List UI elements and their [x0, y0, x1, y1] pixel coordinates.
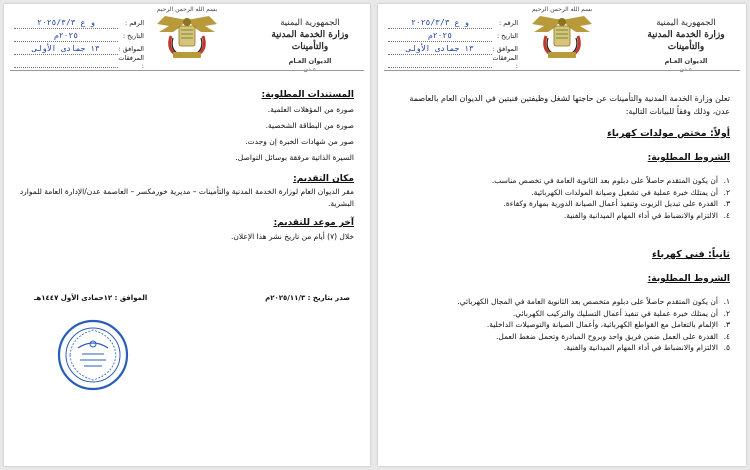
job1-conditions-list [392, 175, 730, 221]
list-item: ٤. القدرة على العمل ضمن فريق واحد وبروح المبادرة وتحمل ضغط العمل. [496, 331, 730, 341]
announcement-intro: تعلن وزارة الخدمة المدنية والتأمينات عن حاجتها لشغل وظيفتين فنيتين في الديوان العام بالعاصمة عدن، وذلك وفقاً للبيانات التالية: [409, 94, 730, 116]
ministry-name: وزارة الخدمة المدنية والتأمينات [271, 30, 349, 52]
emblem-motto: بسم الله الرحمن الرحيم [156, 6, 218, 13]
issued-date: صدر بتاريخ : ٢٠٢٥/١١/٣م [265, 294, 350, 302]
list-item: ٣. القدرة على تبديل الزيوت وتنفيذ أعمال الصيانة الدورية بمهارة وكفاءة. [503, 199, 730, 208]
list-item: ٣. الإلمام بالتعامل مع القواطع الكهربائية، وأعمال الصيانة والتوصيلات الداخلية. [486, 320, 730, 329]
ref-label: الرقم : [124, 18, 144, 27]
corresponding-value: ١٣ جمادى الأولى [388, 43, 492, 55]
documents-heading: المستندات المطلوبة: [261, 90, 354, 100]
date-value: ٢٠٢٥م [14, 30, 118, 42]
ministry-office: الديوان العـام [288, 57, 332, 65]
official-stamp-icon [56, 318, 130, 392]
ref-value: و ع ٢٠٢٥/٣/٣ [14, 17, 118, 29]
left-document-page [4, 4, 370, 466]
header-divider [384, 70, 740, 71]
letterhead [4, 4, 370, 73]
documents-list [18, 102, 354, 166]
attachments-value [14, 56, 118, 68]
emblem-motto: بسم الله الرحمن الرحيم [531, 6, 593, 13]
ministry-block [634, 18, 738, 74]
ref-value: و ع ٢٠٢٥/٣/٣ [388, 17, 492, 29]
corresponding-label: الموافق : [492, 44, 518, 53]
job1-title: أولاً: مختص مولدات كهرباء [607, 128, 730, 139]
date-value: ٢٠٢٥م [388, 30, 492, 42]
corresponding-date: الموافق : ١٢جمادى الأول ١٤٤٧هـ [34, 294, 148, 302]
letterhead [378, 4, 746, 73]
left-body [18, 88, 354, 244]
ministry-city: عـدن [303, 66, 317, 73]
list-item: صور من شهادات الخبرة إن وجدت. [245, 137, 354, 146]
job2-conditions-list [392, 296, 730, 354]
right-body [392, 92, 730, 354]
job2-conditions-heading: الشروط المطلوبة: [647, 274, 730, 284]
ministry-city: عـدن [679, 66, 693, 73]
application-place-text: مقر الديوان العام لوزارة الخدمة المدنية والتأمينات – مديرية خورمكسر – العاصمة عدن/الإدارة العامة للموارد البشرية. [19, 187, 354, 208]
ministry-country: الجمهورية اليمنية [656, 18, 716, 28]
right-document-page [378, 4, 746, 466]
ministry-name: وزارة الخدمة المدنية والتأمينات [647, 30, 725, 52]
list-item: ٤. الالتزام والانضباط في أداء المهام الميدانية والفنية. [563, 210, 730, 220]
ministry-office: الديوان العـام [664, 57, 708, 65]
attachments-label: المرفقات : [492, 53, 518, 70]
list-item: ٥. الالتزام والانضباط في أداء المهام الميدانية والفنية. [563, 343, 730, 352]
job1-conditions-heading: الشروط المطلوبة: [647, 153, 730, 163]
date-label: التاريخ : [122, 31, 144, 40]
corresponding-value: ١٣ جمادى الأولى [14, 43, 118, 55]
list-item: ١. أن يكون المتقدم حاصلاً على دبلوم بعد الثانوية العامة في تخصص مناسب. [491, 176, 730, 185]
list-item: السيرة الذاتية مرفقة بوسائل التواصل. [235, 153, 354, 162]
ministry-country: الجمهورية اليمنية [280, 18, 340, 28]
list-item: صورة من المؤهلات العلمية. [267, 105, 354, 114]
attachments-label: المرفقات : [118, 53, 144, 70]
issue-date-row [34, 292, 350, 304]
list-item: ١. أن يكون المتقدم حاصلاً على دبلوم متخصص بعد الثانوية العامة في المجال الكهربائي. [457, 297, 730, 306]
date-label: التاريخ : [496, 31, 518, 40]
job2-title: ثانياً: فني كهرباء [652, 249, 730, 260]
list-item: ٢. أن يمتلك خبرة عملية في تنفيذ أعمال التسليك والتركيب الكهربائي. [512, 308, 730, 318]
list-item: صورة من البطاقة الشخصية. [265, 121, 354, 130]
ref-label: الرقم : [498, 18, 518, 27]
application-place-heading: مكان التقديم: [293, 174, 354, 184]
ministry-block [258, 18, 362, 74]
deadline-heading: آخر موعد للتقديم: [273, 218, 354, 228]
corresponding-label: الموافق : [118, 44, 144, 53]
reference-block [388, 16, 518, 68]
header-divider [10, 70, 364, 71]
attachments-value [388, 56, 492, 68]
list-item: ٢. أن يمتلك خبرة عملية في تشغيل وصيانة المولدات الكهربائية. [531, 187, 730, 197]
reference-block [14, 16, 144, 68]
yemen-emblem-icon [526, 6, 598, 64]
yemen-emblem-icon [151, 6, 223, 64]
deadline-text: خلال (٧) أيام من تاريخ نشر هذا الإعلان. [231, 232, 354, 241]
